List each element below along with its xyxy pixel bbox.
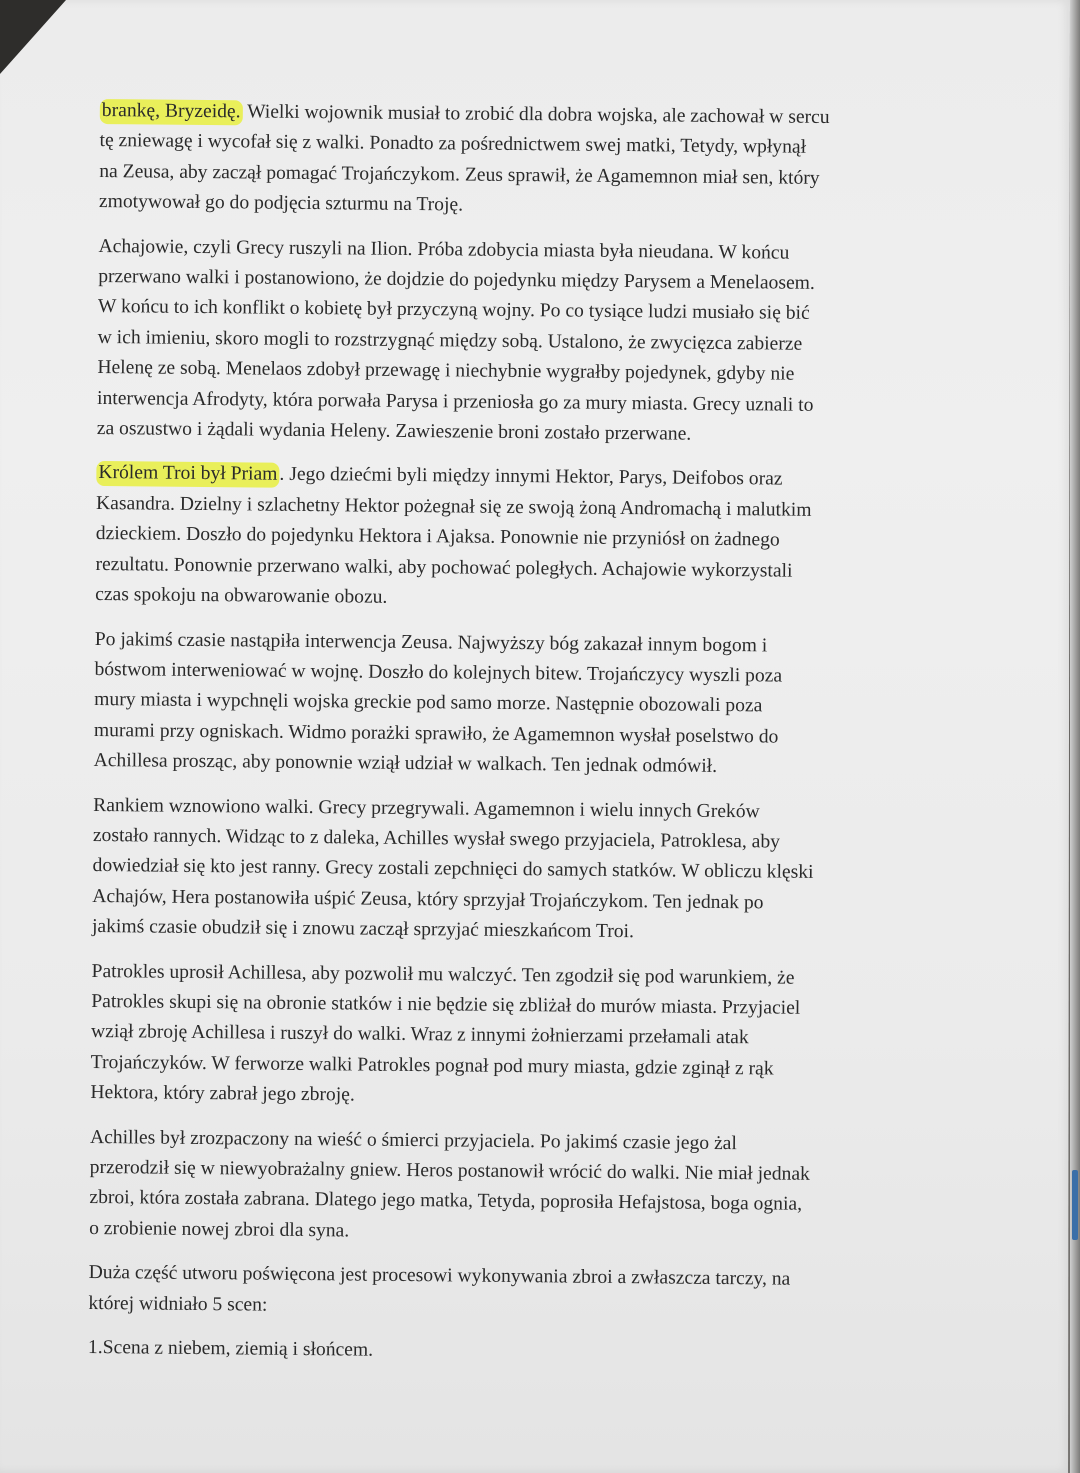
line-text: za oszustwo i żądali wydania Heleny. Zawieszenie broni zostało przerwane. <box>96 418 692 445</box>
line-text: Trojańczyków. W ferworze walki Patrokles pognał pod mury miasta, gdzie zginął z rąk <box>90 1051 774 1080</box>
line-text: Po jakimś czasie nastąpiła interwencja Zeusa. Najwyższy bóg zakazał innym bogom i <box>94 628 768 656</box>
line-text: tę zniewagę i wycofał się z walki. Ponadto za pośrednictwem swej matki, Tetydy, wpłynął <box>99 130 807 159</box>
line-text: mury miasta i wypchnęli wojska greckie pod samo morze. Następnie obozowali poza <box>94 689 763 717</box>
line-text: jakimś czasie obudził się i znowu zaczął sprzyjać mieszkańcom Troi. <box>91 916 635 943</box>
paragraph <box>97 232 985 453</box>
paragraph <box>88 1258 975 1327</box>
line-text: Kasandra. Dzielny i szlachetny Hektor pożegnał się ze swoją żoną Andromachą i malutkim <box>95 492 812 521</box>
paragraph <box>93 624 980 785</box>
line-text: interwencja Afrodyty, która porwała Parysa i przeniosła go za mury miasta. Grecy uznali to <box>96 387 814 416</box>
line-text: Patrokles uprosił Achillesa, aby pozwolił mu walczyć. Ten zgodził się pod warunkiem, że <box>91 960 795 989</box>
line-text: Achajów, Hera postanowiła uśpić Zeusa, który sprzyjał Trojańczykom. Ten jednak po <box>92 885 764 914</box>
line-text: wziął zbroję Achillesa i ruszył do walki. Wraz z innymi żołnierzami przełamali atak <box>90 1021 749 1049</box>
line-text: Duża część utworu poświęcona jest procesowi wykonywania zbroi a zwłaszcza tarczy, na <box>88 1262 791 1290</box>
text-line <box>88 1333 974 1372</box>
line-text: której widniało 5 scen: <box>88 1292 268 1316</box>
line-text: w ich imieniu, skoro mogli to rozstrzygnąć między sobą. Ustalono, że zwycięzca zabierze <box>97 326 803 355</box>
line-text: . Jego dziećmi byli między innymi Hektor, Parys, Deifobos oraz <box>279 464 783 491</box>
line-text: bóstwom interweniować w wojnę. Doszło do kolejnych bitew. Trojańczycy wyszli poza <box>94 658 783 687</box>
page-edge <box>1070 0 1080 1473</box>
line-text: W końcu to ich konflikt o kobietę był przyczyną wojny. Po co tysiące ludzi musiało się bić <box>97 296 810 325</box>
line-text: Wielki wojownik musiał to zrobić dla dobra wojska, ale zachował w sercu <box>242 101 830 129</box>
line-text: o zrobienie nowej zbroi dla syna. <box>89 1217 350 1242</box>
line-text: czas spokoju na obwarowanie obozu. <box>95 584 388 608</box>
line-text: Achajowie, czyli Grecy ruszyli na Ilion. Próba zdobycia miasta była nieudana. W końcu <box>98 235 790 264</box>
document-text <box>88 96 986 1386</box>
line-text: rezultatu. Ponownie przerwano walki, aby pochować poległych. Achajowie wykorzystali <box>95 553 793 582</box>
paragraph <box>99 96 986 226</box>
highlighted-text: brankę, Bryzeidę. <box>100 99 243 125</box>
paragraph <box>95 458 982 619</box>
line-text: zbroi, która została zabrana. Dlatego jego matka, Tetyda, poprosiła Hefajstosa, boga ognia, <box>89 1187 803 1216</box>
line-text: Rankiem wznowiono walki. Grecy przegrywali. Agamemnon i wielu innych Greków <box>93 794 760 822</box>
line-text: przerwano walki i postanowiono, że dojdzie do pojedynku między Parysem a Menelaosem. <box>98 266 815 294</box>
line-text: Patrokles skupi się na obronie statków i nie będzie się zbliżał do murów miasta. Przyjaciel <box>91 990 801 1019</box>
line-text: 1.Scena z niebem, ziemią i słońcem. <box>87 1336 374 1361</box>
line-text: zmotywował go do podjęcia szturmu na Troję. <box>98 191 464 216</box>
line-text: przerodził się w niewyobrażalny gniew. Heros postanowił wrócić do walki. Nie miał jednak <box>89 1156 811 1185</box>
line-text: dzieckiem. Doszło do pojedynku Hektora i Ajaksa. Ponownie nie przyniósł on żadnego <box>95 523 780 551</box>
paragraph <box>92 790 979 951</box>
highlighted-text: Królem Troi był Priam <box>96 461 279 488</box>
line-text: Helenę ze sobą. Menelaos zdobył przewagę i niechybnie wygrałby pojedynek, gdyby nie <box>97 357 795 385</box>
paragraph <box>90 957 977 1118</box>
line-text: Achillesa prosząc, aby ponownie wziął udział w walkach. Ten jednak odmówił. <box>93 750 718 778</box>
line-text: dowiedział się kto jest ranny. Grecy zostali zepchnięci do samych statków. W obliczu klęski <box>92 855 814 884</box>
line-text: murami przy ogniskach. Widmo porażki sprawiło, że Agamemnon wysłał poselstwo do <box>93 719 779 748</box>
line-text: na Zeusa, aby zaczął pomagać Trojańczykom. Zeus sprawił, że Agamemnon miał sen, który <box>99 160 820 189</box>
line-text: Achilles był zrozpaczony na wieść o śmierci przyjaciela. Po jakimś czasie jego żal <box>89 1126 737 1154</box>
line-text: zostało rannych. Widząc to z daleka, Achilles wysłał swego przyjaciela, Patroklesa, aby <box>92 824 781 853</box>
paragraph <box>89 1123 976 1253</box>
paragraph <box>88 1333 974 1372</box>
bookmark-tab <box>1072 1170 1078 1240</box>
line-text: Hektora, który zabrał jego zbroję. <box>90 1082 355 1106</box>
